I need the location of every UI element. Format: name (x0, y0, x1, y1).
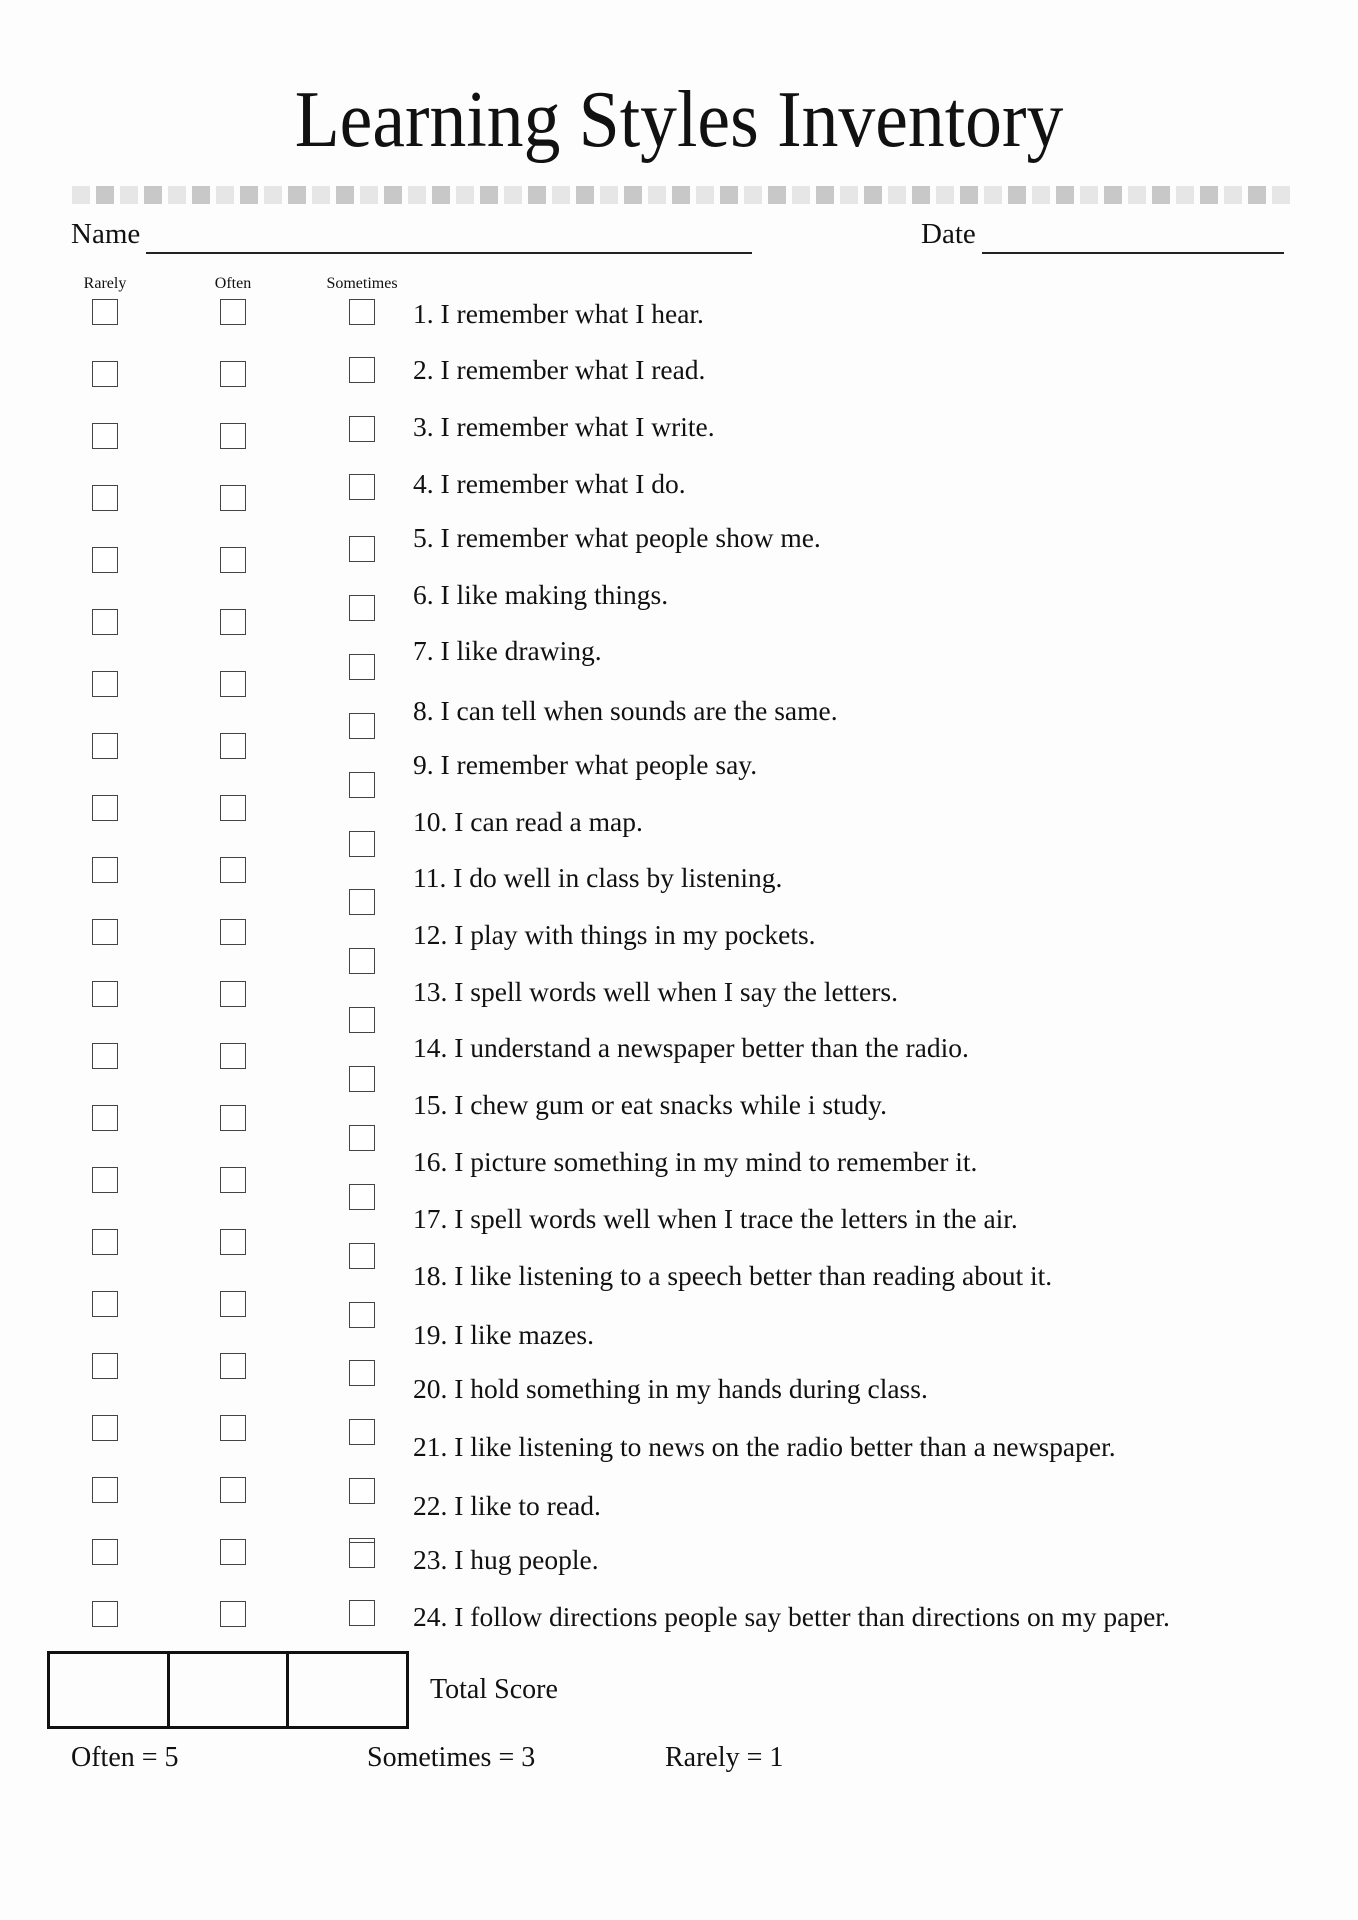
decorative-square (120, 186, 138, 204)
checkbox-often[interactable] (220, 1601, 246, 1627)
question-text: 24. I follow directions people say better than directions on my paper. (413, 1601, 1170, 1632)
decorative-square (72, 186, 90, 204)
checkbox-often[interactable] (220, 733, 246, 759)
decorative-square (456, 186, 474, 204)
decorative-square (192, 186, 210, 204)
checkbox-sometimes[interactable] (349, 1125, 375, 1151)
checkbox-often[interactable] (220, 981, 246, 1007)
checkbox-sometimes[interactable] (349, 299, 375, 325)
checkbox-often[interactable] (220, 857, 246, 883)
checkbox-rarely[interactable] (92, 1229, 118, 1255)
decorative-square (504, 186, 522, 204)
checkbox-sometimes[interactable] (349, 889, 375, 915)
decorative-square (744, 186, 762, 204)
decorative-square (336, 186, 354, 204)
decorative-square (648, 186, 666, 204)
decorative-square (888, 186, 906, 204)
question-text: 3. I remember what I write. (413, 411, 715, 442)
decorative-square (1272, 186, 1290, 204)
checkbox-often[interactable] (220, 1105, 246, 1131)
decorative-square (960, 186, 978, 204)
decorative-square (864, 186, 882, 204)
decorative-square (840, 186, 858, 204)
decorative-square (816, 186, 834, 204)
question-text: 1. I remember what I hear. (413, 298, 704, 329)
checkbox-sometimes[interactable] (349, 1600, 375, 1626)
question-text: 10. I can read a map. (413, 806, 643, 837)
decorative-square (1128, 186, 1146, 204)
checkbox-rarely[interactable] (92, 485, 118, 511)
decorative-square (1248, 186, 1266, 204)
checkbox-often[interactable] (220, 1353, 246, 1379)
question-text: 19. I like mazes. (413, 1319, 594, 1350)
question-text: 20. I hold something in my hands during class. (413, 1373, 928, 1404)
checkbox-sometimes[interactable] (349, 1360, 375, 1386)
legend-rarely: Rarely = 1 (665, 1742, 784, 1773)
decorative-square (408, 186, 426, 204)
checkbox-rarely[interactable] (92, 1539, 118, 1565)
checkbox-often[interactable] (220, 1291, 246, 1317)
checkbox-rarely[interactable] (92, 919, 118, 945)
decorative-square (240, 186, 258, 204)
question-text: 12. I play with things in my pockets. (413, 919, 816, 950)
checkbox-rarely[interactable] (92, 1353, 118, 1379)
question-text: 17. I spell words well when I trace the letters in the air. (413, 1203, 1018, 1234)
date-input-line[interactable] (982, 222, 1284, 254)
decorative-square (384, 186, 402, 204)
checkbox-often[interactable] (220, 609, 246, 635)
question-text: 18. I like listening to a speech better than reading about it. (413, 1260, 1053, 1291)
decorative-square (360, 186, 378, 204)
checkbox-rarely[interactable] (92, 1043, 118, 1069)
checkbox-sometimes[interactable] (349, 357, 375, 383)
checkbox-rarely[interactable] (92, 1477, 118, 1503)
question-text: 7. I like drawing. (413, 635, 602, 666)
decorative-square (696, 186, 714, 204)
checkbox-rarely[interactable] (92, 857, 118, 883)
checkbox-often[interactable] (220, 671, 246, 697)
checkbox-rarely[interactable] (92, 1167, 118, 1193)
checkbox-often[interactable] (220, 1229, 246, 1255)
decorative-square (912, 186, 930, 204)
checkbox-sometimes[interactable] (349, 1184, 375, 1210)
question-text: 9. I remember what people say. (413, 749, 758, 780)
decorative-square (1200, 186, 1218, 204)
score-cell-2[interactable] (170, 1654, 290, 1726)
checkbox-sometimes[interactable] (349, 1007, 375, 1033)
decorative-square (216, 186, 234, 204)
decorative-square (576, 186, 594, 204)
checkbox-rarely[interactable] (92, 1601, 118, 1627)
checkbox-rarely[interactable] (92, 795, 118, 821)
checkbox-sometimes[interactable] (349, 1542, 375, 1568)
question-text: 6. I like making things. (413, 579, 669, 610)
decorative-square (552, 186, 570, 204)
name-input-line[interactable] (146, 222, 752, 254)
decorative-square (936, 186, 954, 204)
decorative-square (768, 186, 786, 204)
checkbox-sometimes[interactable] (349, 1419, 375, 1445)
decorative-square (1008, 186, 1026, 204)
decorative-square (312, 186, 330, 204)
question-text: 14. I understand a newspaper better than the radio. (413, 1032, 969, 1063)
checkbox-often[interactable] (220, 1477, 246, 1503)
checkbox-often[interactable] (220, 1043, 246, 1069)
checkbox-often[interactable] (220, 795, 246, 821)
decorative-square (984, 186, 1002, 204)
checkbox-sometimes[interactable] (349, 713, 375, 739)
checkbox-rarely[interactable] (92, 981, 118, 1007)
checkbox-often[interactable] (220, 547, 246, 573)
question-text: 13. I spell words well when I say the letters. (413, 976, 898, 1007)
checkbox-sometimes[interactable] (349, 772, 375, 798)
checkbox-rarely[interactable] (92, 1291, 118, 1317)
checkbox-sometimes[interactable] (349, 1066, 375, 1092)
total-score-label: Total Score (430, 1674, 558, 1705)
decorative-square (1104, 186, 1122, 204)
name-label: Name (71, 218, 141, 250)
question-text: 22. I like to read. (413, 1490, 601, 1521)
checkbox-often[interactable] (220, 1415, 246, 1441)
checkbox-sometimes[interactable] (349, 1243, 375, 1269)
decorative-square (1056, 186, 1074, 204)
decorative-divider (72, 186, 1286, 204)
checkbox-often[interactable] (220, 361, 246, 387)
decorative-square (1176, 186, 1194, 204)
question-text: 5. I remember what people show me. (413, 522, 821, 553)
checkbox-sometimes[interactable] (349, 654, 375, 680)
checkbox-sometimes[interactable] (349, 1478, 375, 1504)
checkbox-rarely[interactable] (92, 1415, 118, 1441)
decorative-square (96, 186, 114, 204)
checkbox-sometimes[interactable] (349, 416, 375, 442)
checkbox-often[interactable] (220, 423, 246, 449)
checkbox-often[interactable] (220, 299, 246, 325)
decorative-square (480, 186, 498, 204)
decorative-square (288, 186, 306, 204)
date-field[interactable] (921, 214, 1284, 254)
decorative-square (1152, 186, 1170, 204)
checkbox-often[interactable] (220, 919, 246, 945)
column-header-often: Often (214, 275, 252, 292)
decorative-square (528, 186, 546, 204)
decorative-square (792, 186, 810, 204)
decorative-square (1080, 186, 1098, 204)
score-cell-3[interactable] (289, 1654, 406, 1726)
decorative-square (600, 186, 618, 204)
question-text: 4. I remember what I do. (413, 468, 686, 499)
checkbox-rarely[interactable] (92, 1105, 118, 1131)
decorative-square (672, 186, 690, 204)
legend-sometimes: Sometimes = 3 (367, 1742, 536, 1773)
checkbox-rarely[interactable] (92, 609, 118, 635)
question-text: 11. I do well in class by listening. (413, 862, 783, 893)
checkbox-rarely[interactable] (92, 671, 118, 697)
decorative-square (144, 186, 162, 204)
decorative-square (432, 186, 450, 204)
date-label: Date (921, 218, 976, 250)
total-score-boxes (47, 1651, 409, 1729)
checkbox-rarely[interactable] (92, 547, 118, 573)
checkbox-often[interactable] (220, 1539, 246, 1565)
checkbox-rarely[interactable] (92, 361, 118, 387)
question-text: 8. I can tell when sounds are the same. (413, 695, 838, 726)
decorative-square (1032, 186, 1050, 204)
question-text: 21. I like listening to news on the radio better than a newspaper. (413, 1431, 1116, 1462)
decorative-square (624, 186, 642, 204)
checkbox-sometimes[interactable] (349, 474, 375, 500)
question-text: 2. I remember what I read. (413, 354, 706, 385)
checkbox-rarely[interactable] (92, 423, 118, 449)
column-header-sometimes: Sometimes (326, 275, 398, 292)
checkbox-often[interactable] (220, 1167, 246, 1193)
checkbox-sometimes[interactable] (349, 831, 375, 857)
score-cell-1[interactable] (50, 1654, 170, 1726)
checkbox-rarely[interactable] (92, 299, 118, 325)
checkbox-sometimes[interactable] (349, 948, 375, 974)
checkbox-rarely[interactable] (92, 733, 118, 759)
decorative-square (720, 186, 738, 204)
question-text: 23. I hug people. (413, 1544, 599, 1575)
checkbox-sometimes[interactable] (349, 536, 375, 562)
name-field[interactable] (71, 214, 752, 254)
decorative-square (1224, 186, 1242, 204)
checkbox-sometimes[interactable] (349, 1302, 375, 1328)
question-text: 15. I chew gum or eat snacks while i study. (413, 1089, 888, 1120)
column-header-rarely: Rarely (83, 275, 127, 292)
legend-often: Often = 5 (71, 1742, 179, 1773)
checkbox-often[interactable] (220, 485, 246, 511)
decorative-square (264, 186, 282, 204)
page-title: Learning Styles Inventory (294, 76, 1064, 164)
checkbox-sometimes[interactable] (349, 595, 375, 621)
decorative-square (168, 186, 186, 204)
question-text: 16. I picture something in my mind to remember it. (413, 1146, 978, 1177)
